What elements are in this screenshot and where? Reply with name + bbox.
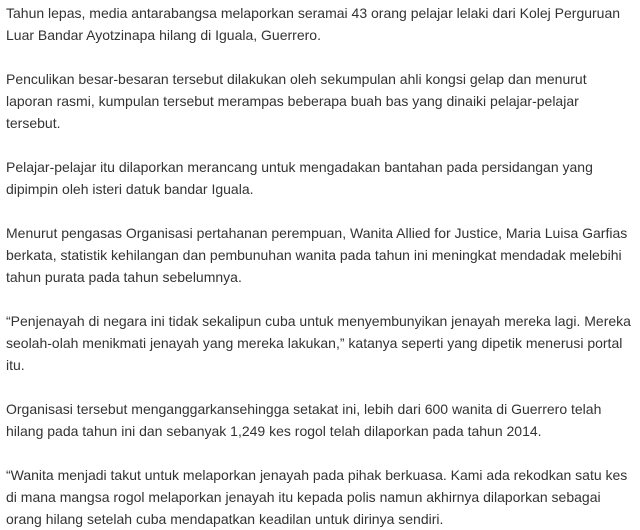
paragraph-7 xyxy=(6,464,638,530)
paragraph-line: itu. xyxy=(6,357,25,373)
paragraph-line: Menurut pengasas Organisasi pertahanan perempuan, Wanita Allied for Justice, Maria Luisa Garfias xyxy=(6,225,628,241)
paragraph-line: hilang pada tahun ini dan sebanyak 1,249 kes rogol telah dilaporkan pada tahun 2014. xyxy=(6,423,542,439)
paragraph-1 xyxy=(6,2,638,46)
paragraph-line: Organisasi tersebut menganggarkansehingga setakat ini, lebih dari 600 wanita di Guerrero telah xyxy=(6,401,602,417)
paragraph-line: Tahun lepas, media antarabangsa melaporkan seramai 43 orang pelajar lelaki dari Kolej Perguruan xyxy=(6,5,621,21)
paragraph-line: dipimpin oleh isteri datuk bandar Iguala. xyxy=(6,181,254,197)
paragraph-5 xyxy=(6,310,638,376)
paragraph-4 xyxy=(6,222,638,288)
paragraph-6 xyxy=(6,398,638,442)
paragraph-line: “Wanita menjadi takut untuk melaporkan jenayah pada pihak berkuasa. Kami ada rekodkan satu kes xyxy=(6,467,628,483)
paragraph-line: Luar Bandar Ayotzinapa hilang di Iguala, Guerrero. xyxy=(6,27,321,43)
paragraph-line: Pelajar-pelajar itu dilaporkan merancang untuk mengadakan bantahan pada persidangan yang xyxy=(6,159,593,175)
article-body xyxy=(6,2,638,530)
paragraph-line: tersebut. xyxy=(6,115,61,131)
paragraph-2 xyxy=(6,68,638,134)
paragraph-line: seolah-olah menikmati jenayah yang mereka lakukan,” katanya seperti yang dipetik menerusi portal xyxy=(6,335,623,351)
paragraph-line: di mana mangsa rogol melaporkan jenayah itu kepada polis namun akhirnya dilaporkan sebagai xyxy=(6,489,601,505)
paragraph-line: tahun purata pada tahun sebelumnya. xyxy=(6,269,242,285)
paragraph-line: laporan rasmi, kumpulan tersebut merampas beberapa buah bas yang dinaiki pelajar-pelajar xyxy=(6,93,579,109)
paragraph-line: berkata, statistik kehilangan dan pembunuhan wanita pada tahun ini meningkat mendadak melebihi xyxy=(6,247,622,263)
paragraph-3 xyxy=(6,156,638,200)
paragraph-line: Penculikan besar-besaran tersebut dilakukan oleh sekumpulan ahli kongsi gelap dan menurut xyxy=(6,71,587,87)
paragraph-line: orang hilang setelah cuba mendapatkan keadilan untuk dirinya sendiri. xyxy=(6,511,444,527)
paragraph-line: “Penjenayah di negara ini tidak sekalipun cuba untuk menyembunyikan jenayah mereka lagi. Mereka xyxy=(6,313,631,329)
